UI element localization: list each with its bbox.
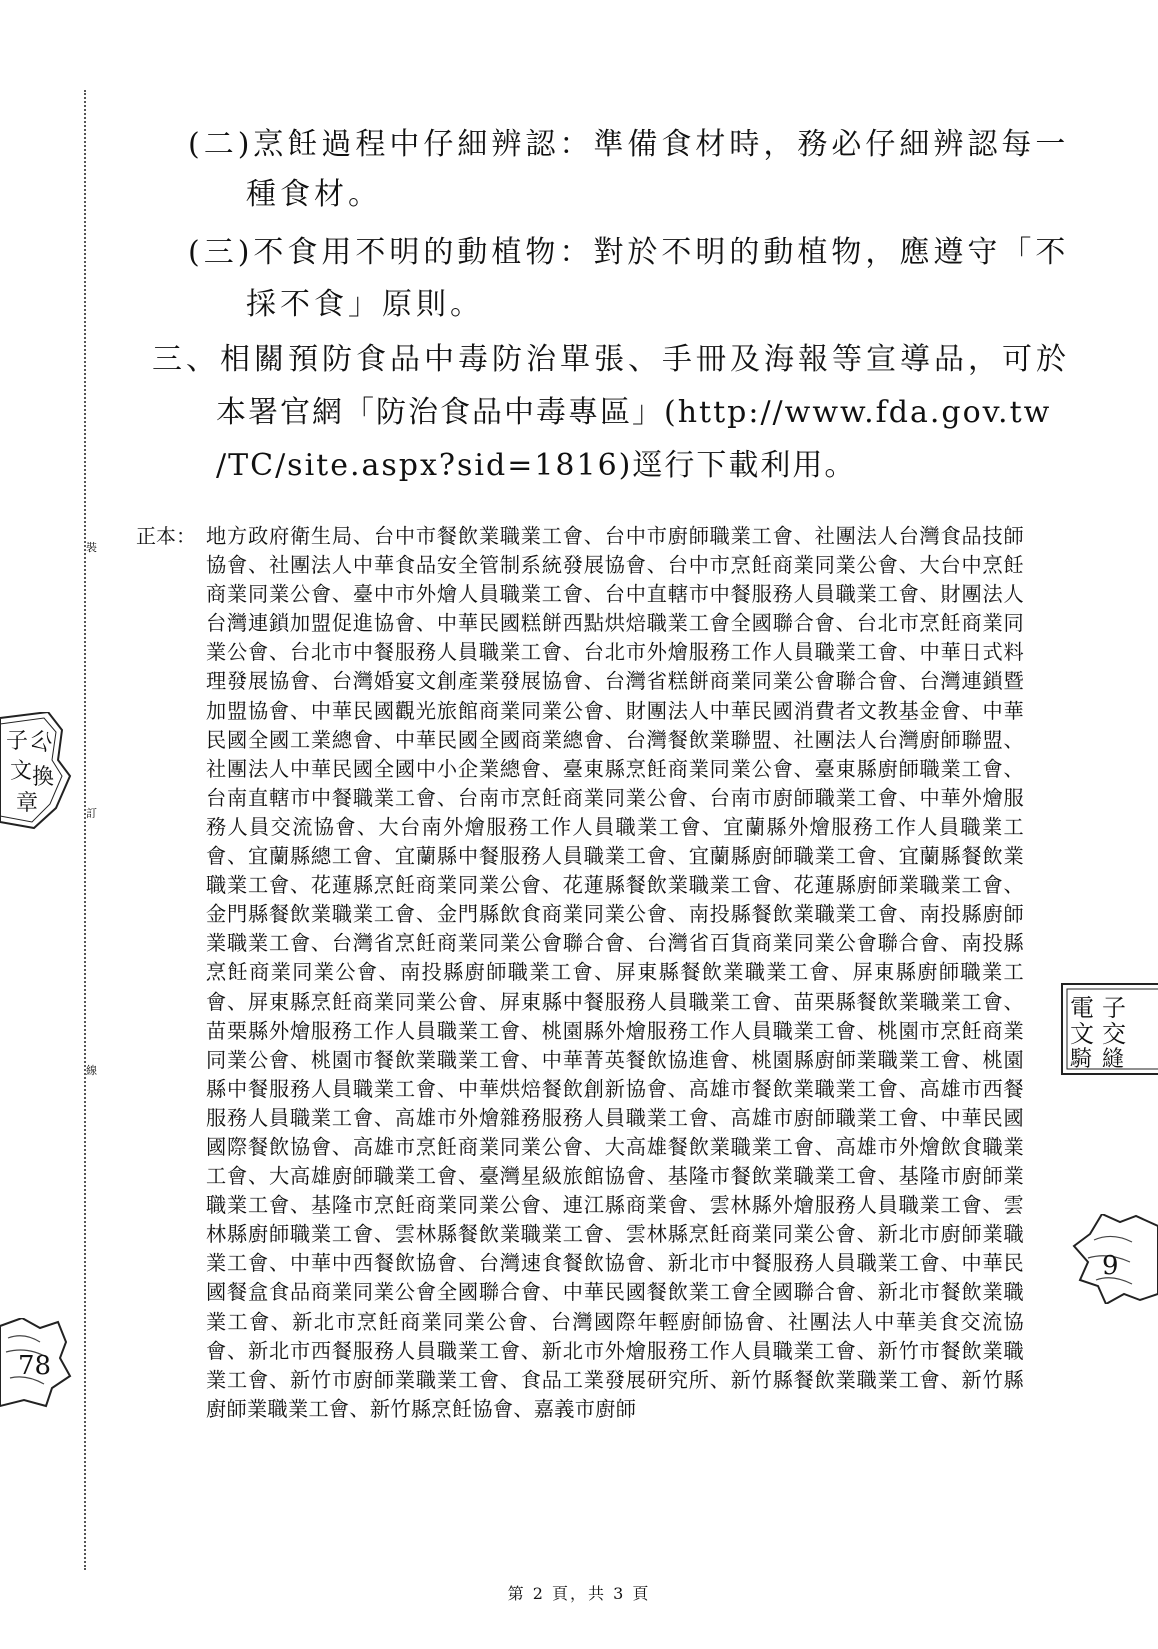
section-2-line-2: 種食材。 — [246, 177, 382, 212]
svg-text:騎: 騎 — [1070, 1047, 1093, 1072]
recipients-list: 地方政府衛生局、台中市餐飲業職業工會、台中市廚師職業工會、社團法人台灣食品技師協會、社團法人中華食品安全管制系統發展協會、台中市烹飪商業同業公會、大台中烹飪商業同業公會、臺中市外燴人員職業工會、台中直轄市中餐服務人員職業工會、財團法人台灣連鎖加盟促進協會、中華民國糕餅西點烘焙職業工會全國聯合會、台北市烹飪商業同業公會、台北市中餐服務人員職業工會、台北市外燴服務工作人員職業工會、中華日式料理發展協會、台灣婚宴文創產業發展協會、台灣省糕餅商業同業公會聯合會、台灣連鎖暨加盟協會、中華民國觀光旅館商業同業公會、財團法人中華民國消費者文教基金會、中華民國全國工業總會、中華民國全國商業總會、台灣餐飲業聯盟、社團法人台灣廚師聯盟、社團法人中華民國全國中小企業總會、臺東縣烹飪商業同業公會、臺東縣廚師職業工會、台南直轄市中餐職業工會、台南市烹飪商業同業公會、台南市廚師職業工會、中華外燴服務人員交流協會、大台南外燴服務工作人員職業工會、宜蘭縣外燴服務工作人員職業工會、宜蘭縣總工會、宜蘭縣中餐服務人員職業工會、宜蘭縣廚師職業工會、宜蘭縣餐飲業職業工會、花蓮縣烹飪商業同業公會、花蓮縣餐飲業職業工會、花蓮縣廚師業職業工會、金門縣餐飲業職業工會、金門縣飲食商業同業公會、南投縣餐飲業職業工會、南投縣廚師業職業工會、台灣省烹飪商業同業公會聯合會、台灣省百貨商業同業公會聯合會、南投縣烹飪商業同業公會、南投縣廚師職業工會、屏東縣餐飲業職業工會、屏東縣廚師職業工會、屏東縣烹飪商業同業公會、屏東縣中餐服務人員職業工會、苗栗縣餐飲業職業工會、苗栗縣外燴服務工作人員職業工會、桃園縣外燴服務工作人員職業工會、桃園市烹飪商業同業公會、桃園市餐飲業職業工會、中華菁英餐飲協進會、桃園縣廚師業職業工會、桃園縣中餐服務人員職業工會、中華烘焙餐飲創新協會、高雄市餐飲業職業工會、高雄市西餐服務人員職業工會、高雄市外燴雜務服務人員職業工會、高雄市廚師職業工會、中華民國國際餐飲協會、高雄市烹飪商業同業公會、大高雄餐飲業職業工會、高雄市外燴飲食職業工會、大高雄廚師職業工會、臺灣星級旅館協會、基隆市餐飲業職業工會、基隆市廚師業職業工會、基隆市烹飪商業同業公會、連江縣商業會、雲林縣外燴服務人員職業工會、雲林縣廚師職業工會、雲林縣餐飲業職業工會、雲林縣烹飪商業同業公會、新北市廚師業職業工會、中華中西餐飲協會、台灣速食餐飲協會、新北市中餐服務人員職業工會、中華民國餐盒食品商業同業公會全國聯合會、中華民國餐飲業工會全國聯合會、新北市餐飲業職業工會、新北市烹飪商業同業公會、台灣國際年輕廚師協會、社團法人中華美食交流協會、新北市西餐服務人員職業工會、新北市外燴服務工作人員職業工會、新竹市餐飲業職業工會、新竹市廚師業職業工會、食品工業發展研究所、新竹縣餐飲業職業工會、新竹縣廚師業職業工會、新竹縣烹飪協會、嘉義市廚師 — [206, 524, 1024, 1421]
section-three-line-2: 本署官網「防治食品中毒專區」(http://www.fda.gov.tw — [216, 395, 1052, 430]
svg-text:交: 交 — [1102, 1020, 1126, 1048]
svg-text:公: 公 — [26, 726, 56, 758]
svg-text:縫: 縫 — [1102, 1047, 1125, 1072]
section-3-number: (三) — [188, 235, 254, 270]
binding-char-xian: 線 — [86, 1064, 97, 1077]
svg-text:章: 章 — [16, 791, 39, 816]
section-2-number: (二) — [188, 127, 254, 162]
right-page-number-badge — [1072, 1214, 1158, 1304]
right-seal-stamp — [1058, 978, 1158, 1078]
binding-margin-line — [84, 90, 86, 1570]
svg-text:文: 文 — [1070, 1020, 1094, 1048]
left-page-number: 78 — [18, 1351, 52, 1381]
right-page-number: 9 — [1102, 1251, 1119, 1281]
svg-text:電: 電 — [1070, 994, 1094, 1022]
section-2-line-1: (二)烹飪過程中仔細辨認：準備食材時，務必仔細辨認每一 — [188, 127, 1070, 162]
section-3-line-2: 採不食」原則。 — [246, 287, 484, 322]
left-seal-stamp — [0, 712, 80, 832]
section-three-line-3: /TC/site.aspx?sid=1816)逕行下載利用。 — [216, 448, 857, 483]
binding-char-zhuang: 裝 — [86, 541, 97, 554]
svg-text:換: 換 — [32, 765, 55, 790]
section-three-line-1: 三、相關預防食品中毒防治單張、手冊及海報等宣導品，可於 — [152, 342, 1070, 377]
svg-text:子: 子 — [1102, 994, 1126, 1022]
recipients-label: 正本： — [136, 524, 196, 548]
svg-text:文: 文 — [10, 759, 33, 784]
svg-text:子: 子 — [6, 729, 29, 754]
section-three-number: 三、 — [152, 342, 220, 377]
page-footer: 第 2 頁，共 3 頁 — [507, 1584, 651, 1603]
section-3-line-1: (三)不食用不明的動植物：對於不明的動植物，應遵守「不 — [188, 235, 1070, 270]
binding-char-ding: 訂 — [86, 807, 97, 820]
left-page-number-badge — [0, 1318, 76, 1408]
